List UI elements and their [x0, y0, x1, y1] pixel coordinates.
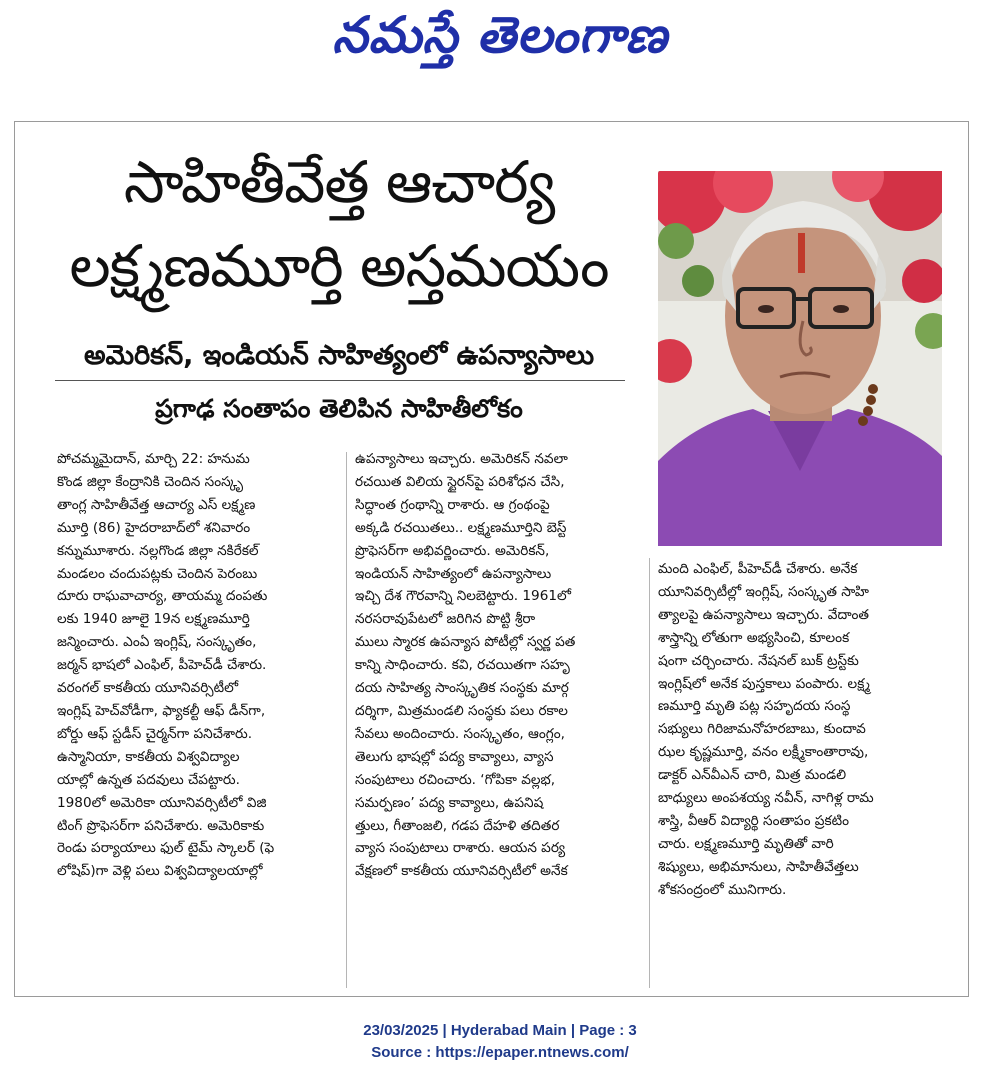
- text-line: దర్శిగా, మిత్రమండలి సంస్థకు పలు రకాల: [355, 702, 568, 719]
- text-line: కాన్ని సాధించారు. కవి, రచయితగా సహృ: [355, 657, 570, 674]
- text-line: వ్యాస సంపుటాలు రాశారు. ఆయన పర్య: [355, 840, 566, 857]
- text-line: చారు. లక్ష్మణమూర్తి మృతితో వారి: [658, 835, 834, 852]
- text-line: ఇంగ్లిష్ హెచ్‌వోడీగా, ఫ్యాకల్టీ ఆఫ్ డీన్‌గా,: [57, 702, 266, 719]
- text-line: లకు 1940 జూలై 19న లక్ష్మణమూర్తి: [57, 611, 250, 628]
- text-line: మూర్తి (86) హైదరాబాద్‌లో శనివారం: [57, 519, 251, 536]
- text-line: సిద్ధాంత గ్రంథాన్ని రాశారు. ఆ గ్రంథంపై: [355, 496, 550, 513]
- text-line: బోర్డు ఆఫ్ స్టడీస్ చైర్మన్‌గా పనిచేశారు.: [57, 725, 253, 742]
- text-line: రచయిత విలియ స్టైరన్‌పై పరిశోధన చేసి,: [355, 473, 565, 490]
- text-line: ఇంగ్లిష్‌లో అనేక పుస్తకాలు పంపారు. లక్ష్మ: [658, 675, 870, 692]
- text-line: తాంగ్ల సాహితీవేత్త ఆచార్య ఎస్ లక్ష్మణ: [57, 496, 256, 513]
- text-line: బాధ్యులు అంపశయ్య నవీన్, నాగిళ్ల రామ: [658, 790, 874, 807]
- text-line: జన్మించారు. ఎంఏ ఇంగ్లిష్, సంస్కృతం,: [57, 634, 257, 651]
- text-line: సంపుటాలు రచించారు. ‘గోపికా వల్లభ,: [355, 771, 556, 788]
- text-line: వరంగల్ కాకతీయ యూనివర్సిటీలో: [57, 680, 239, 697]
- text-line: మంది ఎంఫిల్, పీహెచ్‌డీ చేశారు. అనేక: [658, 561, 858, 577]
- source-link[interactable]: Source : https://epaper.ntnews.com/: [371, 1044, 629, 1061]
- text-line: యూనివర్సిటీల్లో ఇంగ్లిష్, సంస్కృత సాహి: [658, 583, 869, 600]
- text-line: టింగ్ ప్రొఫెసర్‌గా పనిచేశారు. అమెరికాకు: [57, 817, 265, 834]
- text-line: ప్రొఫెసర్‌గా అభివర్ణించారు. అమెరికన్,: [355, 542, 550, 559]
- text-line: శిష్యులు, అభిమానులు, సాహితీవేత్తలు: [658, 858, 859, 875]
- text-line: కొండ జిల్లా కేంద్రానికి చెందిన సంస్కృ: [57, 473, 244, 490]
- text-line: త్తులు, గీతాంజలి, గడప దేహళి తదితర: [355, 817, 560, 834]
- text-line: తెలుగు భాషల్లో పద్య కావ్యాలు, వ్యాస: [355, 748, 554, 765]
- edition-info: 23/03/2025 | Hyderabad Main | Page : 3: [363, 1022, 637, 1039]
- text-line: దయ సాహిత్య సాంస్కృతిక సంస్థకు మార్గ: [355, 680, 569, 697]
- text-line: ములు స్మారక ఉపన్యాస పోటీల్లో స్వర్ణ పత: [355, 634, 576, 651]
- text-line: శాస్త్రి, వీఆర్ విద్యార్థి సంతాపం ప్రకటిం: [658, 812, 849, 829]
- newspaper-logo: నమస్తే తెలంగాణ: [332, 5, 668, 64]
- text-line: ఇండియన్ సాహిత్యంలో ఉపన్యాసాలు: [355, 565, 552, 582]
- text-line: ఉపన్యాసాలు ఇచ్చారు. అమెరికన్ నవలా: [355, 451, 568, 467]
- article-column-1: [57, 448, 345, 883]
- text-line: సేవలు అందించారు. సంస్కృతం, ఆంగ్లం,: [355, 725, 565, 742]
- text-line: యాల్లో ఉన్నత పదవులు చేపట్టారు.: [57, 771, 240, 788]
- text-line: పోచమ్మమైదాన్, మార్చి 22: హనుమ: [57, 451, 250, 467]
- headline-line-2: లక్ష్మణమూర్తి అస్తమయం: [69, 232, 609, 300]
- text-line: శోకసంద్రంలో మునిగారు.: [658, 881, 787, 898]
- text-line: సమర్పణం’ పద్య కావ్యాలు, ఉపనిష: [355, 794, 544, 811]
- text-line: శాస్త్రాన్ని లోతుగా అభ్యసించి, కూలంక: [658, 629, 850, 646]
- text-line: ణమూర్తి మృతి పట్ల సహృదయ సంస్థ: [658, 698, 851, 715]
- text-line: నరసరావుపేటలో జరిగిన పొట్టి శ్రీరా: [355, 611, 536, 628]
- subheadline-secondary: ప్రగాఢ సంతాపం తెలిపిన సాహితీలోకం: [155, 394, 523, 423]
- text-line: జర్మన్ భాషలో ఎంఫిల్, పీహెచ్‌డీ చేశారు.: [57, 657, 267, 674]
- headline: [29, 140, 649, 308]
- column-divider: [346, 452, 347, 988]
- text-line: లోషిప్)గా వెళ్లి పలు విశ్వవిద్యాలయాల్లో: [57, 863, 263, 880]
- masthead: [0, 0, 1000, 82]
- page-footer: [0, 1020, 1000, 1064]
- subheadline-divider: [55, 380, 625, 381]
- column-divider: [649, 558, 650, 988]
- text-line: సభ్యులు గిరిజామనోహరబాబు, కుందావ: [658, 721, 866, 738]
- text-line: డాక్టర్ ఎన్‌వీఎన్ చారి, మిత్ర మండలి: [658, 767, 847, 784]
- text-line: కన్నుమూశారు. నల్లగొండ జిల్లా నకిరేకల్: [57, 542, 259, 559]
- text-line: అక్కడి రచయితలు.. లక్ష్మణమూర్తిని బెస్ట్: [355, 519, 567, 536]
- text-line: దూరు రాఘవాచార్య, తాయమ్మ దంపతు: [57, 588, 268, 605]
- text-line: ఝల కృష్ణమూర్తి, వనం లక్ష్మీకాంతారావు,: [658, 744, 869, 761]
- text-line: షంగా చర్చించారు. నేషనల్ బుక్ ట్రస్ట్‌కు: [658, 652, 859, 669]
- text-line: మండలం చందుపట్లకు చెందిన పెరంబు: [57, 565, 258, 582]
- text-line: ఇచ్చి దేశ గౌరవాన్ని నిలబెట్టారు. 1961లో: [355, 588, 571, 605]
- text-line: వేక్షణలో కాకతీయ యూనివర్సిటీలో అనేక: [355, 863, 568, 880]
- text-line: త్యాలపై ఉపన్యాసాలు ఇచ్చారు. వేదాంత: [658, 606, 869, 623]
- text-line: 1980లో అమెరికా యూనివర్సిటీలో విజి: [57, 794, 267, 811]
- subheadline: అమెరికన్, ఇండియన్ సాహిత్యంలో ఉపన్యాసాలు: [83, 340, 595, 371]
- portrait-photo: [658, 171, 942, 546]
- article-column-3: [658, 558, 948, 902]
- text-line: ఉస్మానియా, కాకతీయ విశ్వవిద్యాల: [57, 748, 240, 765]
- article-clipping: [14, 121, 969, 997]
- article-column-2: [355, 448, 645, 883]
- text-line: రెండు పర్యాయాలు ఫుల్ టైమ్ స్కాలర్ (ఫె: [57, 840, 275, 857]
- headline-line-1: సాహితీవేత్త ఆచార్య: [123, 148, 555, 216]
